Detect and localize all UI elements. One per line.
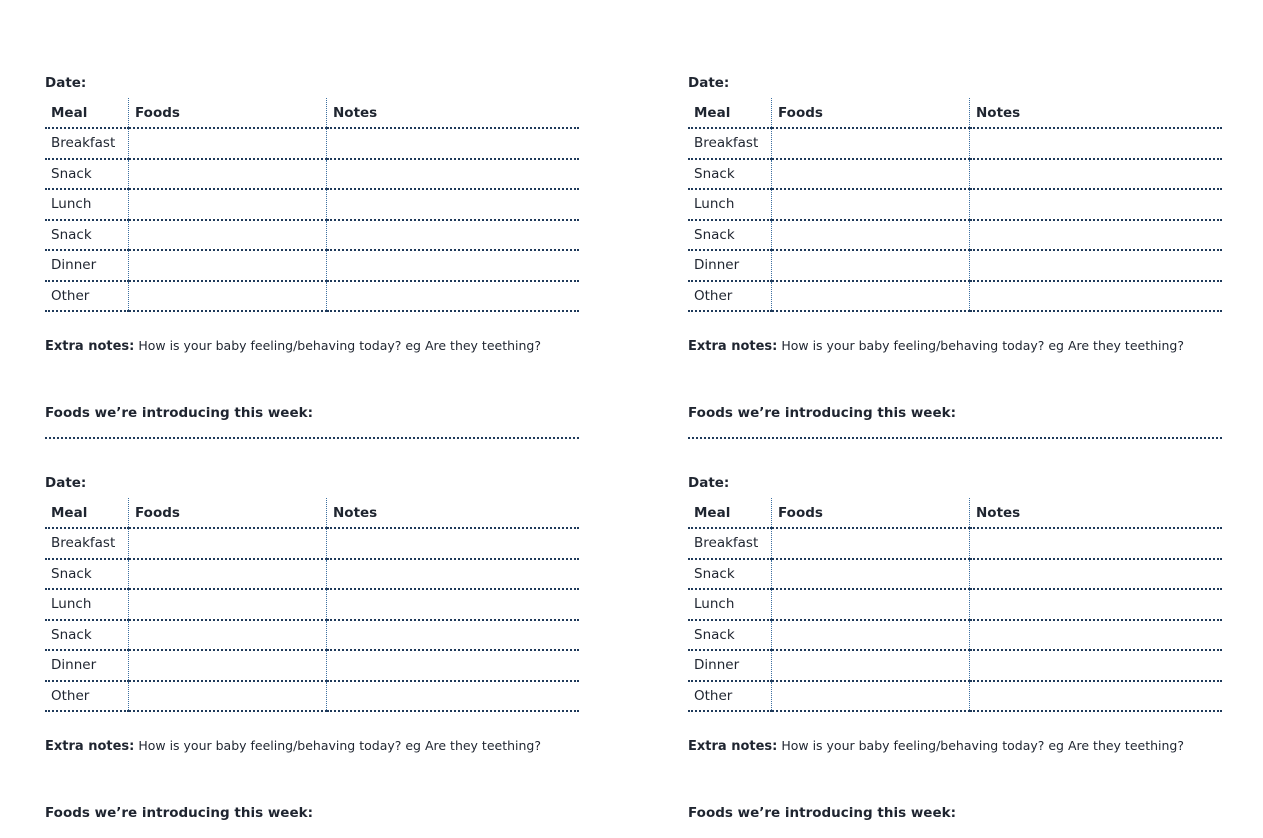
table-row xyxy=(688,620,1222,651)
extra-notes-title: Extra notes: xyxy=(688,339,778,354)
notes-cell[interactable] xyxy=(327,220,580,251)
day-log-bottom-right xyxy=(688,474,1222,822)
foods-cell[interactable] xyxy=(772,650,970,681)
notes-cell[interactable] xyxy=(327,281,580,312)
foods-cell[interactable] xyxy=(772,620,970,651)
notes-cell[interactable] xyxy=(970,559,1223,590)
foods-cell[interactable] xyxy=(129,589,327,620)
meal-label: Snack xyxy=(45,159,129,190)
meal-label: Lunch xyxy=(45,589,129,620)
meal-label: Other xyxy=(688,681,772,712)
meal-label: Snack xyxy=(45,220,129,251)
notes-cell[interactable] xyxy=(970,250,1223,281)
meal-label: Breakfast xyxy=(688,528,772,559)
extra-notes xyxy=(45,738,579,754)
meal-label: Breakfast xyxy=(688,128,772,159)
notes-cell[interactable] xyxy=(327,128,580,159)
notes-cell[interactable] xyxy=(327,189,580,220)
meal-label: Lunch xyxy=(688,589,772,620)
notes-cell[interactable] xyxy=(327,159,580,190)
meal-table xyxy=(45,98,579,312)
day-log-top-left xyxy=(45,74,579,439)
meal-table xyxy=(45,498,579,712)
notes-cell[interactable] xyxy=(327,620,580,651)
foods-column-header: Foods xyxy=(772,498,970,528)
notes-cell[interactable] xyxy=(327,681,580,712)
table-row xyxy=(688,650,1222,681)
foods-intro-title: Foods we’re introducing this week: xyxy=(45,805,313,821)
table-row xyxy=(688,220,1222,251)
foods-column-header: Foods xyxy=(772,98,970,128)
meal-column-header: Meal xyxy=(45,98,129,128)
notes-cell[interactable] xyxy=(970,159,1223,190)
table-row xyxy=(45,159,579,190)
table-row xyxy=(688,559,1222,590)
foods-cell[interactable] xyxy=(772,559,970,590)
table-row xyxy=(45,528,579,559)
foods-cell[interactable] xyxy=(129,681,327,712)
meal-column-header: Meal xyxy=(688,498,772,528)
extra-notes-prompt: How is your baby feeling/behaving today? eg Are they teething? xyxy=(138,338,541,353)
foods-cell[interactable] xyxy=(772,128,970,159)
date-label: Date: xyxy=(688,75,730,91)
table-row xyxy=(688,159,1222,190)
table-header-row xyxy=(45,498,579,528)
foods-cell[interactable] xyxy=(772,528,970,559)
meal-label: Snack xyxy=(688,559,772,590)
notes-cell[interactable] xyxy=(327,528,580,559)
foods-cell[interactable] xyxy=(129,620,327,651)
meal-label: Snack xyxy=(45,620,129,651)
table-row xyxy=(45,650,579,681)
meal-label: Snack xyxy=(688,620,772,651)
date-label: Date: xyxy=(688,475,730,491)
meal-table xyxy=(688,98,1222,312)
foods-cell[interactable] xyxy=(129,559,327,590)
foods-intro-title: Foods we’re introducing this week: xyxy=(688,805,956,821)
foods-intro-title: Foods we’re introducing this week: xyxy=(688,405,956,421)
foods-cell[interactable] xyxy=(129,528,327,559)
meal-label: Snack xyxy=(688,159,772,190)
notes-column-header: Notes xyxy=(970,98,1223,128)
foods-cell[interactable] xyxy=(772,220,970,251)
foods-cell[interactable] xyxy=(129,250,327,281)
extra-notes-title: Extra notes: xyxy=(688,739,778,754)
foods-column-header: Foods xyxy=(129,98,327,128)
foods-cell[interactable] xyxy=(772,681,970,712)
notes-column-header: Notes xyxy=(327,498,580,528)
table-row xyxy=(45,189,579,220)
extra-notes-prompt: How is your baby feeling/behaving today? eg Are they teething? xyxy=(138,738,541,753)
meal-label: Other xyxy=(45,281,129,312)
table-row xyxy=(45,589,579,620)
table-row xyxy=(45,250,579,281)
table-row xyxy=(688,128,1222,159)
notes-cell[interactable] xyxy=(970,650,1223,681)
extra-notes xyxy=(688,738,1222,754)
foods-cell[interactable] xyxy=(772,281,970,312)
foods-cell[interactable] xyxy=(129,189,327,220)
date-label: Date: xyxy=(45,75,87,91)
table-row xyxy=(688,528,1222,559)
foods-cell[interactable] xyxy=(772,159,970,190)
meal-label: Breakfast xyxy=(45,128,129,159)
notes-column-header: Notes xyxy=(327,98,580,128)
meal-label: Snack xyxy=(688,220,772,251)
meal-label: Other xyxy=(45,681,129,712)
notes-cell[interactable] xyxy=(327,589,580,620)
notes-cell[interactable] xyxy=(970,220,1223,251)
foods-cell[interactable] xyxy=(772,189,970,220)
foods-cell[interactable] xyxy=(772,589,970,620)
table-row xyxy=(688,281,1222,312)
extra-notes-prompt: How is your baby feeling/behaving today? eg Are they teething? xyxy=(781,338,1184,353)
notes-cell[interactable] xyxy=(970,128,1223,159)
notes-cell[interactable] xyxy=(327,250,580,281)
extra-notes-prompt: How is your baby feeling/behaving today? eg Are they teething? xyxy=(781,738,1184,753)
table-header-row xyxy=(688,98,1222,128)
notes-cell[interactable] xyxy=(327,650,580,681)
meal-label: Dinner xyxy=(688,650,772,681)
foods-cell[interactable] xyxy=(129,159,327,190)
notes-cell[interactable] xyxy=(970,620,1223,651)
notes-cell[interactable] xyxy=(970,189,1223,220)
table-row xyxy=(688,250,1222,281)
notes-cell[interactable] xyxy=(970,528,1223,559)
meal-label: Breakfast xyxy=(45,528,129,559)
extra-notes xyxy=(688,338,1222,354)
table-row xyxy=(45,620,579,651)
notes-column-header: Notes xyxy=(970,498,1223,528)
foods-intro-line[interactable] xyxy=(45,437,579,439)
meal-label: Lunch xyxy=(45,189,129,220)
meal-label: Dinner xyxy=(688,250,772,281)
meal-label: Lunch xyxy=(688,189,772,220)
extra-notes-title: Extra notes: xyxy=(45,339,135,354)
notes-cell[interactable] xyxy=(970,589,1223,620)
extra-notes-title: Extra notes: xyxy=(45,739,135,754)
foods-intro-title: Foods we’re introducing this week: xyxy=(45,405,313,421)
date-label: Date: xyxy=(45,475,87,491)
table-row xyxy=(45,281,579,312)
foods-cell[interactable] xyxy=(129,281,327,312)
table-row xyxy=(45,559,579,590)
foods-intro-line[interactable] xyxy=(688,437,1222,439)
meal-label: Snack xyxy=(45,559,129,590)
notes-cell[interactable] xyxy=(970,681,1223,712)
table-row xyxy=(45,220,579,251)
foods-cell[interactable] xyxy=(772,250,970,281)
meal-column-header: Meal xyxy=(688,98,772,128)
table-header-row xyxy=(45,98,579,128)
meal-label: Other xyxy=(688,281,772,312)
foods-cell[interactable] xyxy=(129,220,327,251)
meal-label: Dinner xyxy=(45,250,129,281)
table-row xyxy=(45,681,579,712)
meal-label: Dinner xyxy=(45,650,129,681)
extra-notes xyxy=(45,338,579,354)
table-row xyxy=(688,189,1222,220)
notes-cell[interactable] xyxy=(327,559,580,590)
meal-table xyxy=(688,498,1222,712)
meal-column-header: Meal xyxy=(45,498,129,528)
table-header-row xyxy=(688,498,1222,528)
foods-cell[interactable] xyxy=(129,650,327,681)
foods-cell[interactable] xyxy=(129,128,327,159)
day-log-bottom-left xyxy=(45,474,579,822)
day-log-top-right xyxy=(688,74,1222,439)
foods-column-header: Foods xyxy=(129,498,327,528)
notes-cell[interactable] xyxy=(970,281,1223,312)
table-row xyxy=(688,681,1222,712)
table-row xyxy=(688,589,1222,620)
table-row xyxy=(45,128,579,159)
